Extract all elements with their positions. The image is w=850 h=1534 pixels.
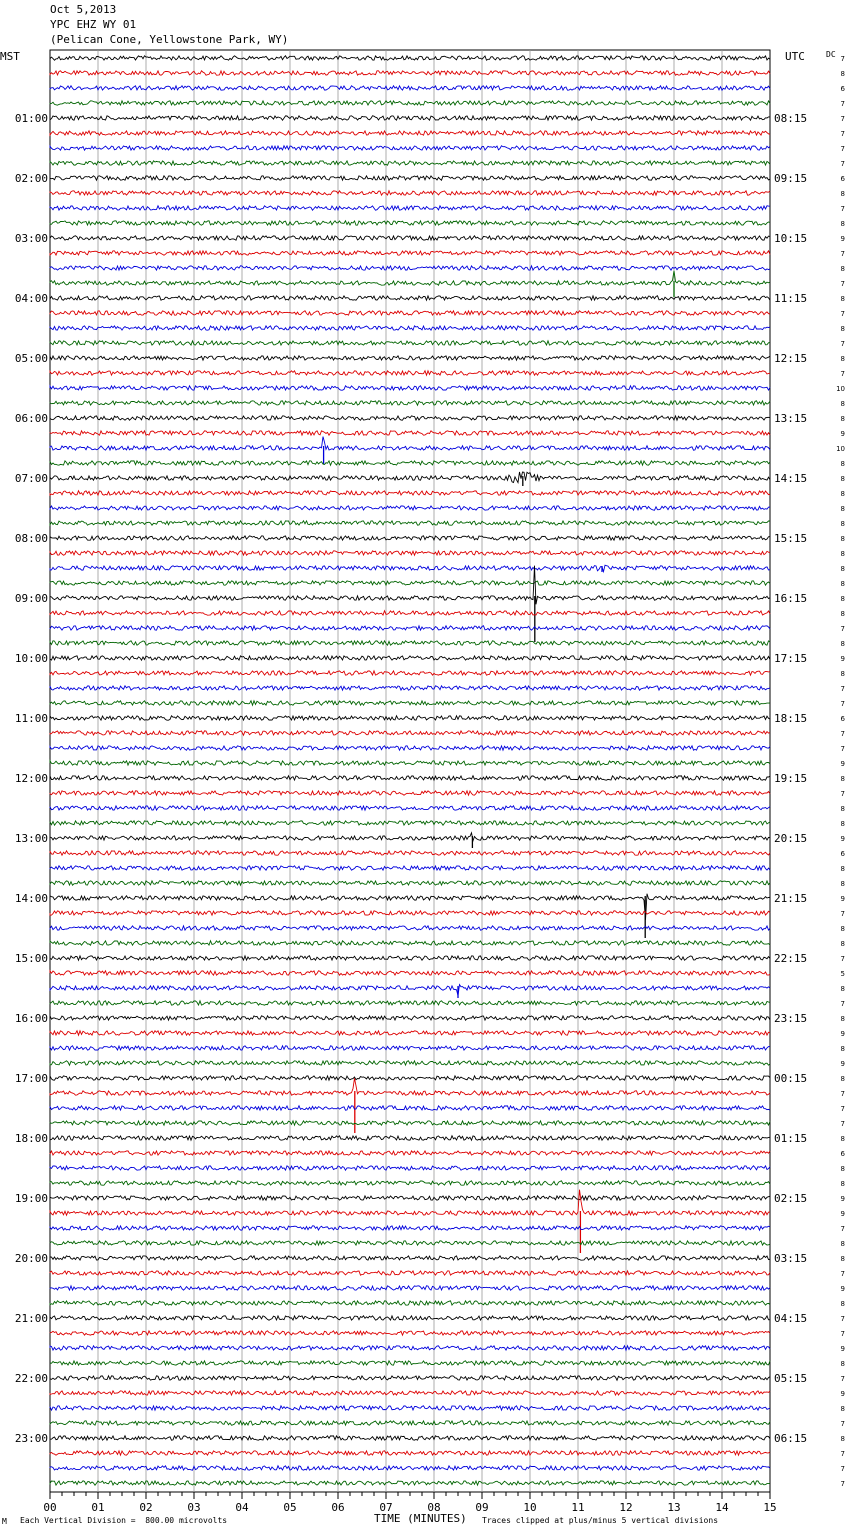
- dc-offset-value: 7: [840, 955, 845, 963]
- dc-offset-value: 8: [840, 1135, 845, 1143]
- seismic-trace: [50, 941, 770, 945]
- dc-offset-value: 8: [840, 1405, 845, 1413]
- dc-offset-value: 7: [840, 205, 845, 213]
- seismic-trace: [50, 176, 770, 180]
- dc-offset-value: 7: [840, 1270, 845, 1278]
- left-time-label: 19:00: [14, 1192, 48, 1205]
- x-tick-label: 15: [763, 1501, 777, 1514]
- dc-offset-value: 9: [840, 430, 845, 438]
- seismic-trace: [50, 1136, 770, 1140]
- seismic-trace: [50, 1190, 770, 1216]
- x-tick-label: 10: [523, 1501, 537, 1514]
- seismic-trace: [50, 1016, 770, 1020]
- seismic-trace: [50, 71, 770, 75]
- seismic-trace: [50, 1196, 770, 1200]
- seismic-trace: [50, 472, 770, 483]
- dc-offset-value: 8: [840, 1165, 845, 1173]
- seismic-trace: [50, 1046, 770, 1050]
- seismic-trace: [50, 311, 770, 315]
- left-time-label: 10:00: [14, 652, 48, 665]
- x-tick-label: 02: [139, 1501, 153, 1514]
- dc-offset-value: 8: [840, 265, 845, 273]
- dc-offset-value: 8: [840, 595, 845, 603]
- seismic-trace: [50, 866, 770, 870]
- seismic-trace: [50, 251, 770, 255]
- dc-offset-value: 8: [840, 610, 845, 618]
- seismic-trace: [50, 956, 770, 960]
- x-axis-label: TIME (MINUTES): [374, 1512, 467, 1525]
- seismic-trace: [50, 656, 770, 660]
- dc-offset-value: 7: [840, 100, 845, 108]
- dc-offset-value: 8: [840, 1360, 845, 1368]
- seismic-trace: [50, 1331, 770, 1335]
- seismic-trace: [50, 506, 770, 510]
- left-time-label: 09:00: [14, 592, 48, 605]
- dc-offset-value: 7: [840, 730, 845, 738]
- seismic-trace: [50, 206, 770, 210]
- seismic-trace: [50, 1421, 770, 1425]
- dc-offset-value: 7: [840, 685, 845, 693]
- dc-offset-value: 7: [840, 745, 845, 753]
- dc-offset-value: 8: [840, 400, 845, 408]
- dc-offset-value: 7: [840, 910, 845, 918]
- dc-offset-value: 7: [840, 130, 845, 138]
- dc-offset-value: 6: [840, 850, 845, 858]
- dc-offset-value: 9: [840, 895, 845, 903]
- dc-offset-value: 8: [840, 325, 845, 333]
- dc-offset-value: 9: [840, 1390, 845, 1398]
- right-time-label: 12:15: [774, 352, 808, 365]
- right-time-label: 00:15: [774, 1072, 808, 1085]
- dc-offset-value: 8: [840, 1300, 845, 1308]
- dc-offset-value: 7: [840, 160, 845, 168]
- x-tick-label: 13: [667, 1501, 681, 1514]
- seismic-trace: [50, 146, 770, 150]
- right-time-label: 22:15: [774, 952, 808, 965]
- right-time-label: 11:15: [774, 292, 808, 305]
- seismic-trace: [50, 1406, 770, 1410]
- dc-offset-value: 10: [836, 445, 845, 453]
- dc-offset-value: 8: [840, 190, 845, 198]
- dc-offset-value: 8: [840, 70, 845, 78]
- seismic-trace: [50, 1181, 770, 1185]
- seismic-trace: [50, 1436, 770, 1440]
- dc-offset-value: 7: [840, 1000, 845, 1008]
- dc-offset-value: 8: [840, 580, 845, 588]
- dc-offset-value: 8: [840, 1435, 845, 1443]
- seismic-trace: [50, 1166, 770, 1170]
- seismic-trace: [50, 1271, 770, 1275]
- left-time-label: 18:00: [14, 1132, 48, 1145]
- seismic-trace: [50, 806, 770, 810]
- left-time-label: 13:00: [14, 832, 48, 845]
- dc-offset-value: 7: [840, 1090, 845, 1098]
- seismic-trace: [50, 401, 770, 405]
- seismic-trace: [50, 1106, 770, 1110]
- dc-offset-value: 8: [840, 295, 845, 303]
- seismic-trace: [50, 271, 770, 285]
- seismic-trace: [50, 266, 770, 270]
- x-tick-label: 07: [379, 1501, 393, 1514]
- seismic-trace: [50, 716, 770, 720]
- left-time-label: 02:00: [14, 172, 48, 185]
- right-time-label: 03:15: [774, 1252, 808, 1265]
- dc-offset-value: 8: [840, 1075, 845, 1083]
- seismic-trace: [50, 626, 770, 630]
- dc-offset-value: 6: [840, 85, 845, 93]
- right-time-label: 18:15: [774, 712, 808, 725]
- seismic-trace: [50, 116, 770, 120]
- right-timezone-label: UTC: [785, 50, 805, 63]
- seismic-trace: [50, 761, 770, 765]
- dc-offset-value: 9: [840, 1210, 845, 1218]
- seismic-trace: [50, 1256, 770, 1260]
- seismic-trace: [50, 1361, 770, 1365]
- seismic-trace: [50, 731, 770, 735]
- x-tick-label: 01: [91, 1501, 105, 1514]
- dc-offset-value: 7: [840, 1105, 845, 1113]
- dc-offset-value: 7: [840, 625, 845, 633]
- right-time-label: 23:15: [774, 1012, 808, 1025]
- dc-offset-value: 7: [840, 145, 845, 153]
- left-time-label: 17:00: [14, 1072, 48, 1085]
- seismic-trace: [50, 371, 770, 375]
- right-time-label: 16:15: [774, 592, 808, 605]
- seismic-trace: [50, 791, 770, 795]
- seismic-trace: [50, 581, 770, 585]
- dc-offset-value: 8: [840, 925, 845, 933]
- left-time-label: 08:00: [14, 532, 48, 545]
- dc-offset-value: 7: [840, 115, 845, 123]
- seismic-trace: [50, 1241, 770, 1245]
- dc-offset-value: 7: [840, 1480, 845, 1488]
- header-location: (Pelican Cone, Yellowstone Park, WY): [50, 33, 289, 46]
- dc-offset-value: 8: [840, 535, 845, 543]
- dc-offset-value: 9: [840, 1345, 845, 1353]
- left-timezone-label: MST: [0, 50, 20, 63]
- seismic-trace: [50, 56, 770, 60]
- seismic-trace: [50, 341, 770, 345]
- seismic-trace: [50, 386, 770, 390]
- seismic-trace: [50, 491, 770, 495]
- seismic-trace: [50, 1376, 770, 1380]
- dc-offset-value: 8: [840, 1255, 845, 1263]
- dc-offset-value: 8: [840, 415, 845, 423]
- seismic-trace: [50, 326, 770, 330]
- seismic-trace: [50, 565, 770, 571]
- seismic-trace: [50, 1151, 770, 1155]
- dc-offset-value: 8: [840, 1180, 845, 1188]
- dc-offset-value: 7: [840, 55, 845, 63]
- dc-offset-value: 8: [840, 940, 845, 948]
- dc-offset-value: 8: [840, 880, 845, 888]
- left-time-label: 12:00: [14, 772, 48, 785]
- right-time-label: 04:15: [774, 1312, 808, 1325]
- dc-offset-value: 7: [840, 370, 845, 378]
- left-time-label: 11:00: [14, 712, 48, 725]
- seismic-trace: [50, 1286, 770, 1290]
- dc-offset-value: 7: [840, 1375, 845, 1383]
- right-time-label: 21:15: [774, 892, 808, 905]
- left-time-label: 15:00: [14, 952, 48, 965]
- dc-offset-value: 6: [840, 715, 845, 723]
- scale-note: Each Vertical Division = 800.00 microvolts: [20, 1516, 228, 1525]
- dc-offset-value: 8: [840, 490, 845, 498]
- dc-offset-value: 8: [840, 640, 845, 648]
- x-tick-label: 03: [187, 1501, 201, 1514]
- dc-offset-value: 7: [840, 250, 845, 258]
- seismic-trace: [50, 536, 770, 540]
- dc-offset-value: 7: [840, 1450, 845, 1458]
- x-tick-label: 00: [43, 1501, 57, 1514]
- dc-offset-value: 9: [840, 1060, 845, 1068]
- left-time-label: 22:00: [14, 1372, 48, 1385]
- dc-offset-value: 9: [840, 760, 845, 768]
- seismic-trace: [50, 356, 770, 360]
- dc-offset-value: 8: [840, 1015, 845, 1023]
- dc-offset-value: 7: [840, 1330, 845, 1338]
- dc-offset-value: 8: [840, 805, 845, 813]
- seismic-trace: [50, 701, 770, 705]
- dc-offset-value: 9: [840, 655, 845, 663]
- dc-offset-value: 7: [840, 1225, 845, 1233]
- seismic-trace: [50, 1346, 770, 1350]
- seismic-trace: [50, 236, 770, 240]
- right-time-label: 14:15: [774, 472, 808, 485]
- seismic-trace: [50, 926, 770, 930]
- dc-offset-value: 8: [840, 505, 845, 513]
- dc-offset-value: 9: [840, 1195, 845, 1203]
- dc-offset-value: 8: [840, 1240, 845, 1248]
- right-time-label: 01:15: [774, 1132, 808, 1145]
- seismic-trace: [50, 131, 770, 135]
- dc-offset-value: 7: [840, 1120, 845, 1128]
- right-time-label: 20:15: [774, 832, 808, 845]
- seismic-trace: [50, 833, 770, 841]
- dc-offset-value: 8: [840, 1045, 845, 1053]
- right-time-label: 09:15: [774, 172, 808, 185]
- left-time-label: 05:00: [14, 352, 48, 365]
- right-time-label: 15:15: [774, 532, 808, 545]
- dc-offset-value: 8: [840, 865, 845, 873]
- x-tick-label: 05: [283, 1501, 297, 1514]
- right-time-label: 10:15: [774, 232, 808, 245]
- seismic-trace: [50, 641, 770, 645]
- x-tick-label: 04: [235, 1501, 249, 1514]
- x-tick-label: 08: [427, 1501, 441, 1514]
- left-time-label: 20:00: [14, 1252, 48, 1265]
- seismic-trace: [50, 746, 770, 750]
- right-time-label: 17:15: [774, 652, 808, 665]
- seismic-trace: [50, 1078, 770, 1095]
- dc-offset-value: 7: [840, 310, 845, 318]
- left-time-label: 01:00: [14, 112, 48, 125]
- dc-offset-value: 8: [840, 220, 845, 228]
- seismic-trace: [50, 221, 770, 225]
- right-time-label: 13:15: [774, 412, 808, 425]
- left-time-label: 23:00: [14, 1432, 48, 1445]
- dc-offset-value: 8: [840, 355, 845, 363]
- seismic-trace: [50, 161, 770, 165]
- left-time-label: 14:00: [14, 892, 48, 905]
- right-time-label: 08:15: [774, 112, 808, 125]
- dc-offset-value: 8: [840, 460, 845, 468]
- seismic-trace: [50, 1061, 770, 1065]
- seismic-trace: [50, 566, 770, 605]
- dc-offset-value: 7: [840, 340, 845, 348]
- seismic-trace: [50, 611, 770, 615]
- seismic-trace: [50, 1316, 770, 1320]
- dc-offset-value: 8: [840, 475, 845, 483]
- dc-offset-value: 9: [840, 235, 845, 243]
- seismic-trace: [50, 1451, 770, 1455]
- dc-offset-value: 10: [836, 385, 845, 393]
- seismic-trace: [50, 1121, 770, 1125]
- dc-offset-value: 8: [840, 565, 845, 573]
- dc-offset-value: 9: [840, 1030, 845, 1038]
- left-time-label: 04:00: [14, 292, 48, 305]
- seismic-trace: [50, 1001, 770, 1005]
- left-time-label: 21:00: [14, 1312, 48, 1325]
- clip-note: Traces clipped at plus/minus 5 vertical divisions: [482, 1516, 719, 1525]
- header-date: Oct 5,2013: [50, 3, 117, 16]
- seismic-trace: [50, 686, 770, 690]
- left-time-label: 06:00: [14, 412, 48, 425]
- dc-offset-value: 8: [840, 520, 845, 528]
- x-tick-label: 14: [715, 1501, 729, 1514]
- seismic-trace: [50, 1031, 770, 1035]
- right-time-label: 02:15: [774, 1192, 808, 1205]
- seismic-trace: [50, 851, 770, 855]
- left-time-label: 03:00: [14, 232, 48, 245]
- dc-offset-value: 5: [840, 970, 845, 978]
- dc-offset-value: 7: [840, 790, 845, 798]
- seismic-trace: [50, 1466, 770, 1470]
- dc-offset-value: 7: [840, 280, 845, 288]
- right-time-label: 06:15: [774, 1432, 808, 1445]
- dc-offset-value: 6: [840, 1150, 845, 1158]
- seismic-trace: [50, 1226, 770, 1230]
- seismic-trace: [50, 101, 770, 105]
- seismic-trace: [50, 894, 770, 920]
- x-tick-label: 06: [331, 1501, 345, 1514]
- seismic-trace: [50, 431, 770, 435]
- seismic-trace: [50, 191, 770, 195]
- seismic-trace: [50, 461, 770, 465]
- header-station: YPC EHZ WY 01: [50, 18, 137, 31]
- x-tick-label: 09: [475, 1501, 489, 1514]
- seismic-trace: [50, 521, 770, 525]
- dc-offset-value: 9: [840, 835, 845, 843]
- seismic-trace: [50, 1076, 770, 1080]
- left-time-label: 07:00: [14, 472, 48, 485]
- seismic-trace: [50, 1391, 770, 1395]
- seismic-trace: [50, 296, 770, 300]
- x-tick-label: 11: [571, 1501, 585, 1514]
- seismic-trace: [50, 671, 770, 675]
- dc-offset-value: 7: [840, 1465, 845, 1473]
- seismic-trace: [50, 86, 770, 90]
- dc-offset-value: 7: [840, 1315, 845, 1323]
- dc-offset-value: 6: [840, 175, 845, 183]
- seismic-trace: [50, 881, 770, 885]
- right-time-label: 05:15: [774, 1372, 808, 1385]
- left-time-label: 16:00: [14, 1012, 48, 1025]
- dc-offset-value: 8: [840, 670, 845, 678]
- dc-offset-value: 8: [840, 985, 845, 993]
- seismic-trace: [50, 1481, 770, 1485]
- seismic-trace: [50, 971, 770, 975]
- dc-offset-value: 8: [840, 820, 845, 828]
- x-tick-label: 12: [619, 1501, 633, 1514]
- dc-offset-value: 7: [840, 1420, 845, 1428]
- dc-offset-value: 7: [840, 700, 845, 708]
- seismic-trace: [50, 416, 770, 420]
- dc-offset-value: 8: [840, 550, 845, 558]
- dc-offset-value: 9: [840, 1285, 845, 1293]
- dc-offset-value: 8: [840, 775, 845, 783]
- seismic-trace: [50, 776, 770, 780]
- seismic-trace: [50, 437, 770, 451]
- seismic-trace: [50, 985, 770, 996]
- seismic-trace: [50, 911, 770, 915]
- corner-mark: M: [2, 1517, 7, 1526]
- dc-offset-header: DC: [826, 50, 836, 59]
- seismic-trace: [50, 551, 770, 555]
- seismic-trace: [50, 821, 770, 825]
- seismic-trace: [50, 1301, 770, 1305]
- right-time-label: 19:15: [774, 772, 808, 785]
